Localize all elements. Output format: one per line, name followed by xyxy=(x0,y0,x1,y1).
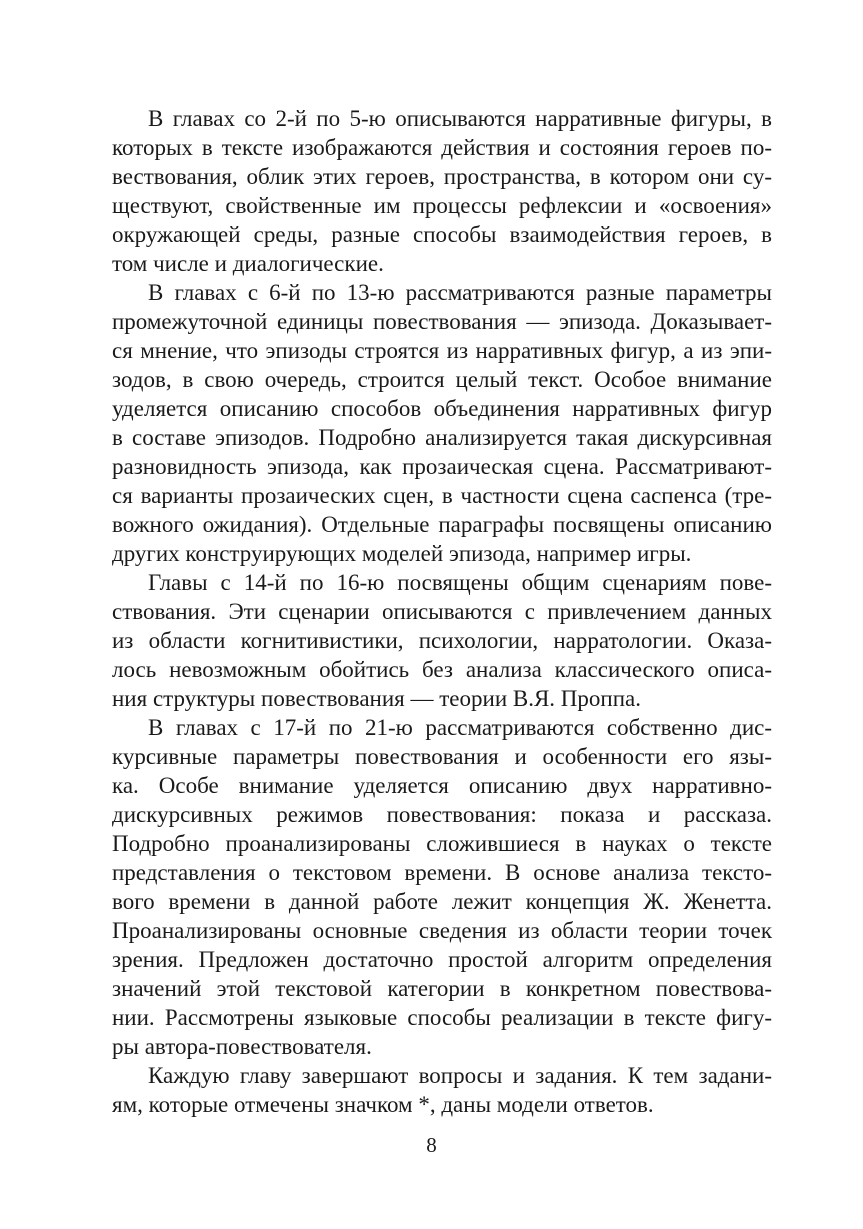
text-line: лось невозможным обойтись без анализа классического описа- xyxy=(112,657,772,682)
text-line: ся варианты прозаических сцен, в частности сцена саспенса (тре- xyxy=(112,483,772,508)
text-line: зодов, в свою очередь, строится целый текст. Особое внимание xyxy=(112,367,772,392)
text-line: ния структуры повествования — теории В.Я. Проппа. xyxy=(112,686,641,711)
text-line: промежуточной единицы повествования — эпизода. Доказывает- xyxy=(112,309,772,334)
text-line: которых в тексте изображаются действия и состояния героев по- xyxy=(112,135,772,160)
text-line: в составе эпизодов. Подробно анализируется такая дискурсивная xyxy=(112,425,772,450)
text-line: дискурсивных режимов повествования: показа и рассказа. xyxy=(112,802,772,827)
text-line: вожного ожидания). Отдельные параграфы посвящены описанию xyxy=(112,512,772,537)
text-line: представления о текстовом времени. В основе анализа тексто- xyxy=(112,860,772,885)
text-line: зрения. Предложен достаточно простой алгоритм определения xyxy=(112,947,772,972)
text-line: уделяется описанию способов объединения нарративных фигур xyxy=(112,396,772,421)
text-line: В главах с 17-й по 21-ю рассматриваются собственно дис- xyxy=(148,715,772,740)
text-line: ствования. Эти сценарии описываются с привлечением данных xyxy=(112,599,772,624)
text-line: Каждую главу завершают вопросы и задания. К тем задани- xyxy=(148,1063,772,1088)
text-line: других конструирующих моделей эпизода, например игры. xyxy=(112,541,692,566)
text-line: ществуют, свойственные им процессы рефлексии и «освоения» xyxy=(112,193,772,218)
text-line: Главы с 14-й по 16-ю посвящены общим сценариям пове- xyxy=(148,570,772,595)
text-line: ся мнение, что эпизоды строятся из нарративных фигур, а из эпи- xyxy=(112,338,772,363)
text-line: Проанализированы основные сведения из области теории точек xyxy=(112,918,772,943)
text-line: В главах со 2-й по 5-ю описываются нарративные фигуры, в xyxy=(148,106,772,131)
text-line: В главах с 6-й по 13-ю рассматриваются разные параметры xyxy=(148,280,772,305)
text-line: курсивные параметры повествования и особенности его язы- xyxy=(112,744,772,769)
body-text xyxy=(112,104,772,1119)
paragraph-chapters-2-5 xyxy=(112,104,772,278)
text-line: Подробно проанализированы сложившиеся в науках о тексте xyxy=(112,831,772,856)
page-number: 8 xyxy=(426,1133,437,1157)
paragraph-chapters-14-16 xyxy=(112,568,772,713)
text-line: ям, которые отмечены значком *, даны модели ответов. xyxy=(112,1092,654,1117)
text-line: ка. Особе внимание уделяется описанию двух нарративно- xyxy=(112,773,772,798)
paragraph-chapters-6-13 xyxy=(112,278,772,568)
text-line: окружающей среды, разные способы взаимодействия героев, в xyxy=(112,222,772,247)
text-line: нии. Рассмотрены языковые способы реализации в тексте фигу- xyxy=(112,1005,772,1030)
text-line: разновидность эпизода, как прозаическая сцена. Рассматривают- xyxy=(112,454,772,479)
text-line: ры автора-повествователя. xyxy=(112,1034,372,1059)
text-line: значений этой текстовой категории в конкретном повествова- xyxy=(112,976,772,1001)
paragraph-chapters-17-21 xyxy=(112,713,772,1061)
text-line: вого времени в данной работе лежит концепция Ж. Женетта. xyxy=(112,889,772,914)
text-line: из области когнитивистики, психологии, нарратологии. Оказа- xyxy=(112,628,772,653)
text-line: вествования, облик этих героев, пространства, в котором они су- xyxy=(112,164,772,189)
text-line: том числе и диалогические. xyxy=(112,251,384,276)
paragraph-tasks xyxy=(112,1061,772,1119)
